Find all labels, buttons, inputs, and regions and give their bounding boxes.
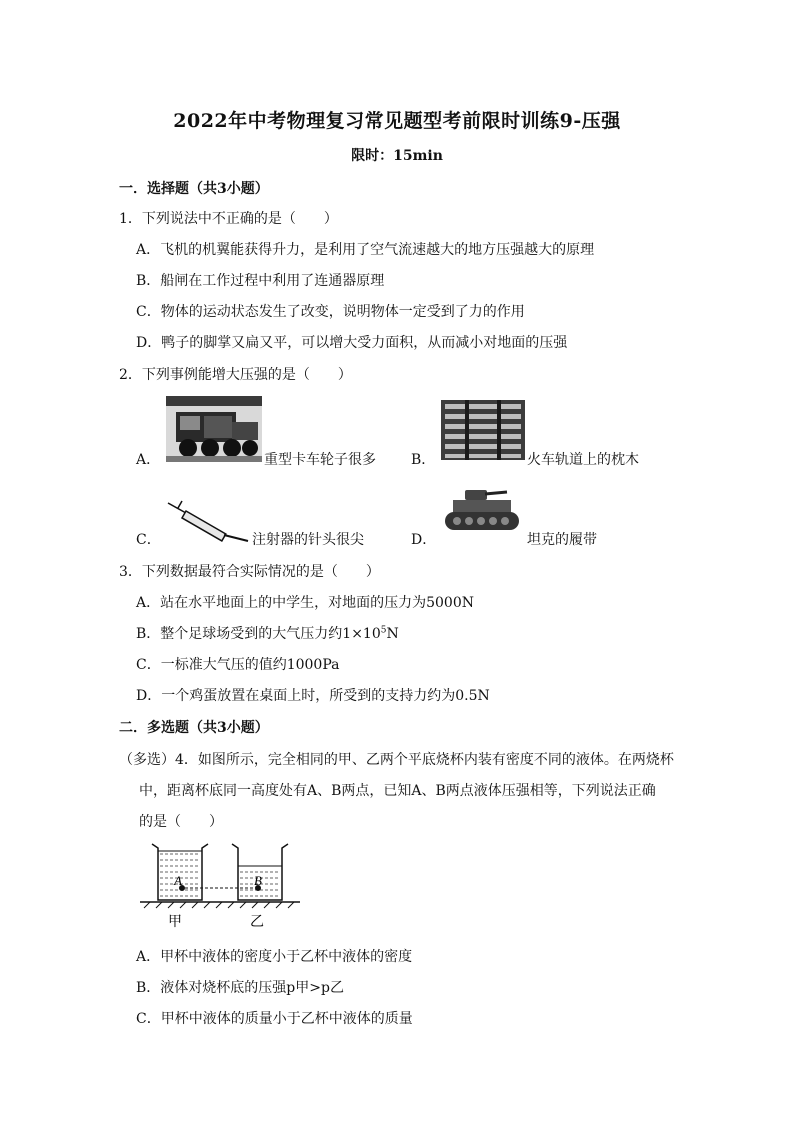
q2-option-b-text: 火车轨道上的枕木 [527, 452, 639, 468]
tank-picture [441, 484, 525, 540]
q2-option-d-text: 坦克的履带 [527, 532, 597, 548]
point-b-label: B [254, 873, 262, 888]
page-title: 2022年中考物理复习常见题型考前限时训练9-压强 [173, 110, 621, 132]
q1-stem: 1．下列说法中不正确的是（ ） [119, 211, 338, 227]
q2-option-a-text: 重型卡车轮子很多 [264, 452, 376, 468]
q4-option-c: C．甲杯中液体的质量小于乙杯中液体的质量 [136, 1011, 413, 1027]
q2-stem: 2．下列事例能增大压强的是（ ） [119, 367, 352, 383]
q4-option-a: A．甲杯中液体的密度小于乙杯中液体的密度 [136, 949, 413, 965]
q3-option-d: D．一个鸡蛋放置在桌面上时，所受到的支持力约为0.5N [136, 688, 490, 704]
beaker-yi-label: 乙 [250, 914, 264, 930]
q3-stem: 3．下列数据最符合实际情况的是（ ） [119, 564, 380, 580]
q3-option-c: C．一标准大气压的值约1000Pa [136, 657, 340, 673]
point-a-label: A [174, 873, 182, 888]
q2-option-d-letter: D． [411, 532, 437, 548]
q1-option-c: C．物体的运动状态发生了改变，说明物体一定受到了力的作用 [136, 304, 525, 320]
q2-option-c-text: 注射器的针头很尖 [252, 532, 364, 548]
section-multi-choice: 二．多选题（共3小题） [119, 720, 269, 736]
beaker-jia-label: 甲 [168, 914, 182, 930]
section-single-choice: 一．选择题（共3小题） [119, 181, 269, 197]
q1-option-b: B．船闸在工作过程中利用了连通器原理 [136, 273, 385, 289]
syringe-picture [164, 497, 252, 543]
q1-option-d: D．鸭子的脚掌又扁又平，可以增大受力面积，从而减小对地面的压强 [136, 335, 568, 351]
q4-option-b: B．液体对烧杯底的压强p甲>p乙 [136, 980, 344, 996]
q1-option-a: A．飞机的机翼能获得升力，是利用了空气流速越大的地方压强越大的原理 [136, 242, 595, 258]
q3-option-b: B．整个足球场受到的大气压力约$1\times 10^5N$ [136, 625, 399, 642]
q2-option-a-letter: A． [136, 452, 161, 468]
q2-option-c-letter: C． [136, 532, 161, 548]
beaker-figure [140, 840, 302, 936]
q2-option-b-letter: B． [411, 452, 436, 468]
railway-picture [441, 400, 525, 460]
time-limit: 限时：15min [351, 148, 443, 164]
truck-picture [166, 396, 262, 462]
q4-stem-line3: 的是（ ） [139, 814, 223, 830]
q4-stem-line1: （多选）4．如图所示，完全相同的甲、乙两个平底烧杯内装有密度不同的液体。在两烧杯 [119, 752, 674, 768]
q3-option-a: A．站在水平地面上的中学生，对地面的压力为5000N [136, 595, 474, 611]
q4-stem-line2: 中，距离杯底同一高度处有A、B两点，已知A、B两点液体压强相等，下列说法正确 [139, 783, 656, 799]
